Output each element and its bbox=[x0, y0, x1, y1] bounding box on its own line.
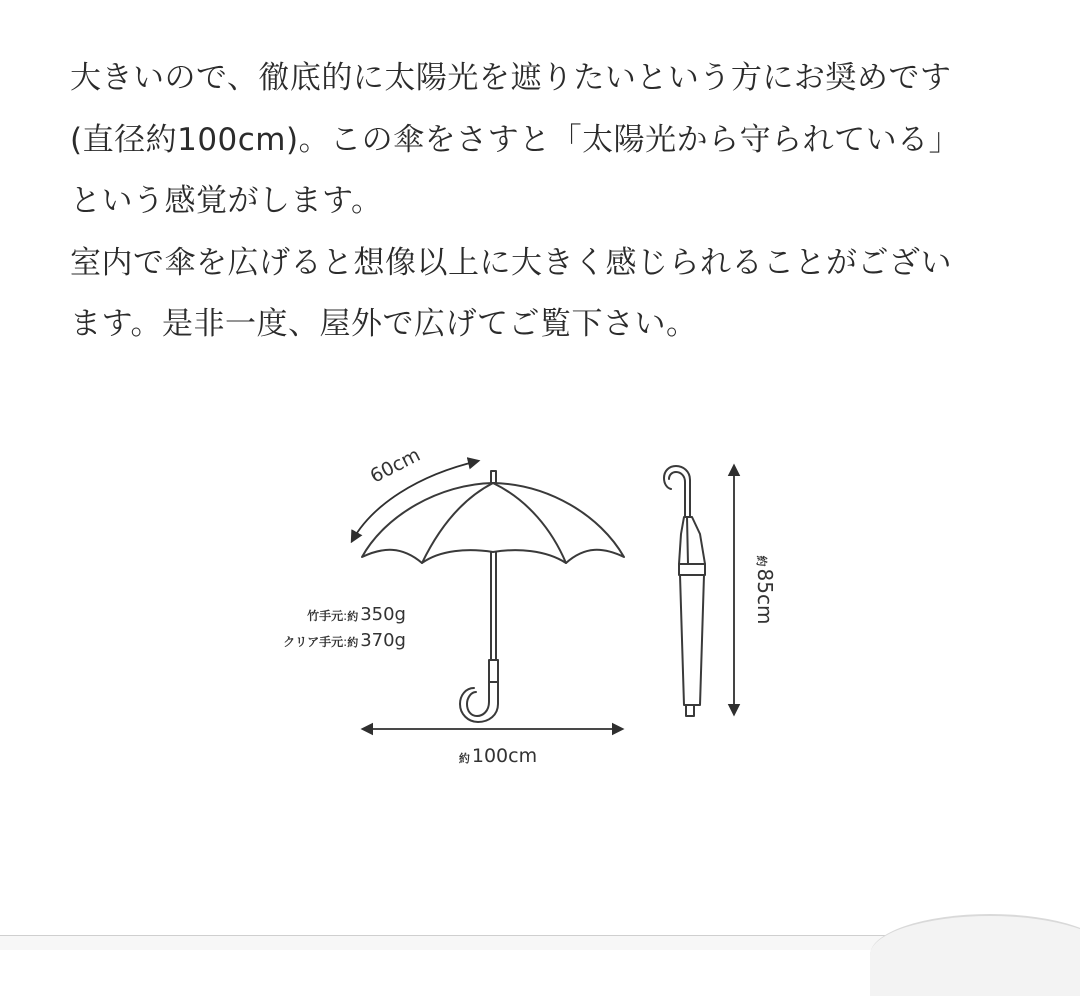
closed-length-dimension bbox=[734, 466, 777, 714]
weight-separator: : bbox=[343, 609, 348, 623]
diameter-dimension bbox=[363, 729, 622, 767]
description-line: ます。是非一度、屋外で広げてご覧下さい。 bbox=[70, 306, 698, 342]
description-line: 大きいので、徹底的に太陽光を遮りたいという方にお奨めです bbox=[70, 60, 952, 96]
weight-value: 370g bbox=[360, 630, 406, 651]
open-umbrella-icon bbox=[362, 471, 624, 722]
closed-umbrella-icon bbox=[664, 466, 705, 716]
diameter-label bbox=[459, 745, 537, 767]
weight-handle-name: クリア手元 bbox=[283, 635, 344, 649]
description-line: という感覚がします。 bbox=[70, 183, 383, 219]
closed-length-label bbox=[753, 556, 777, 625]
weight-clear-handle bbox=[283, 630, 406, 651]
bottom-card-edge bbox=[870, 914, 1080, 996]
diameter-value: 100cm bbox=[471, 745, 538, 767]
description-line: 室内で傘を広げると想像以上に大きく感じられることがござい bbox=[70, 244, 952, 281]
weight-approx: 約 bbox=[347, 636, 359, 649]
weight-separator: : bbox=[343, 635, 348, 649]
weight-bamboo-handle bbox=[307, 604, 406, 625]
rib-length-label: 60cm bbox=[366, 443, 424, 488]
diameter-approx: 約 bbox=[458, 752, 470, 765]
weight-approx: 約 bbox=[347, 610, 359, 623]
weight-specs bbox=[283, 604, 406, 651]
weight-value: 350g bbox=[360, 604, 406, 625]
closed-length-value: 85cm bbox=[753, 568, 777, 625]
description-line: (直径約100cm)。この傘をさすと「太陽光から守られている」 bbox=[70, 121, 961, 158]
closed-length-approx: 約 bbox=[755, 555, 768, 567]
weight-handle-name: 竹手元 bbox=[307, 609, 344, 623]
